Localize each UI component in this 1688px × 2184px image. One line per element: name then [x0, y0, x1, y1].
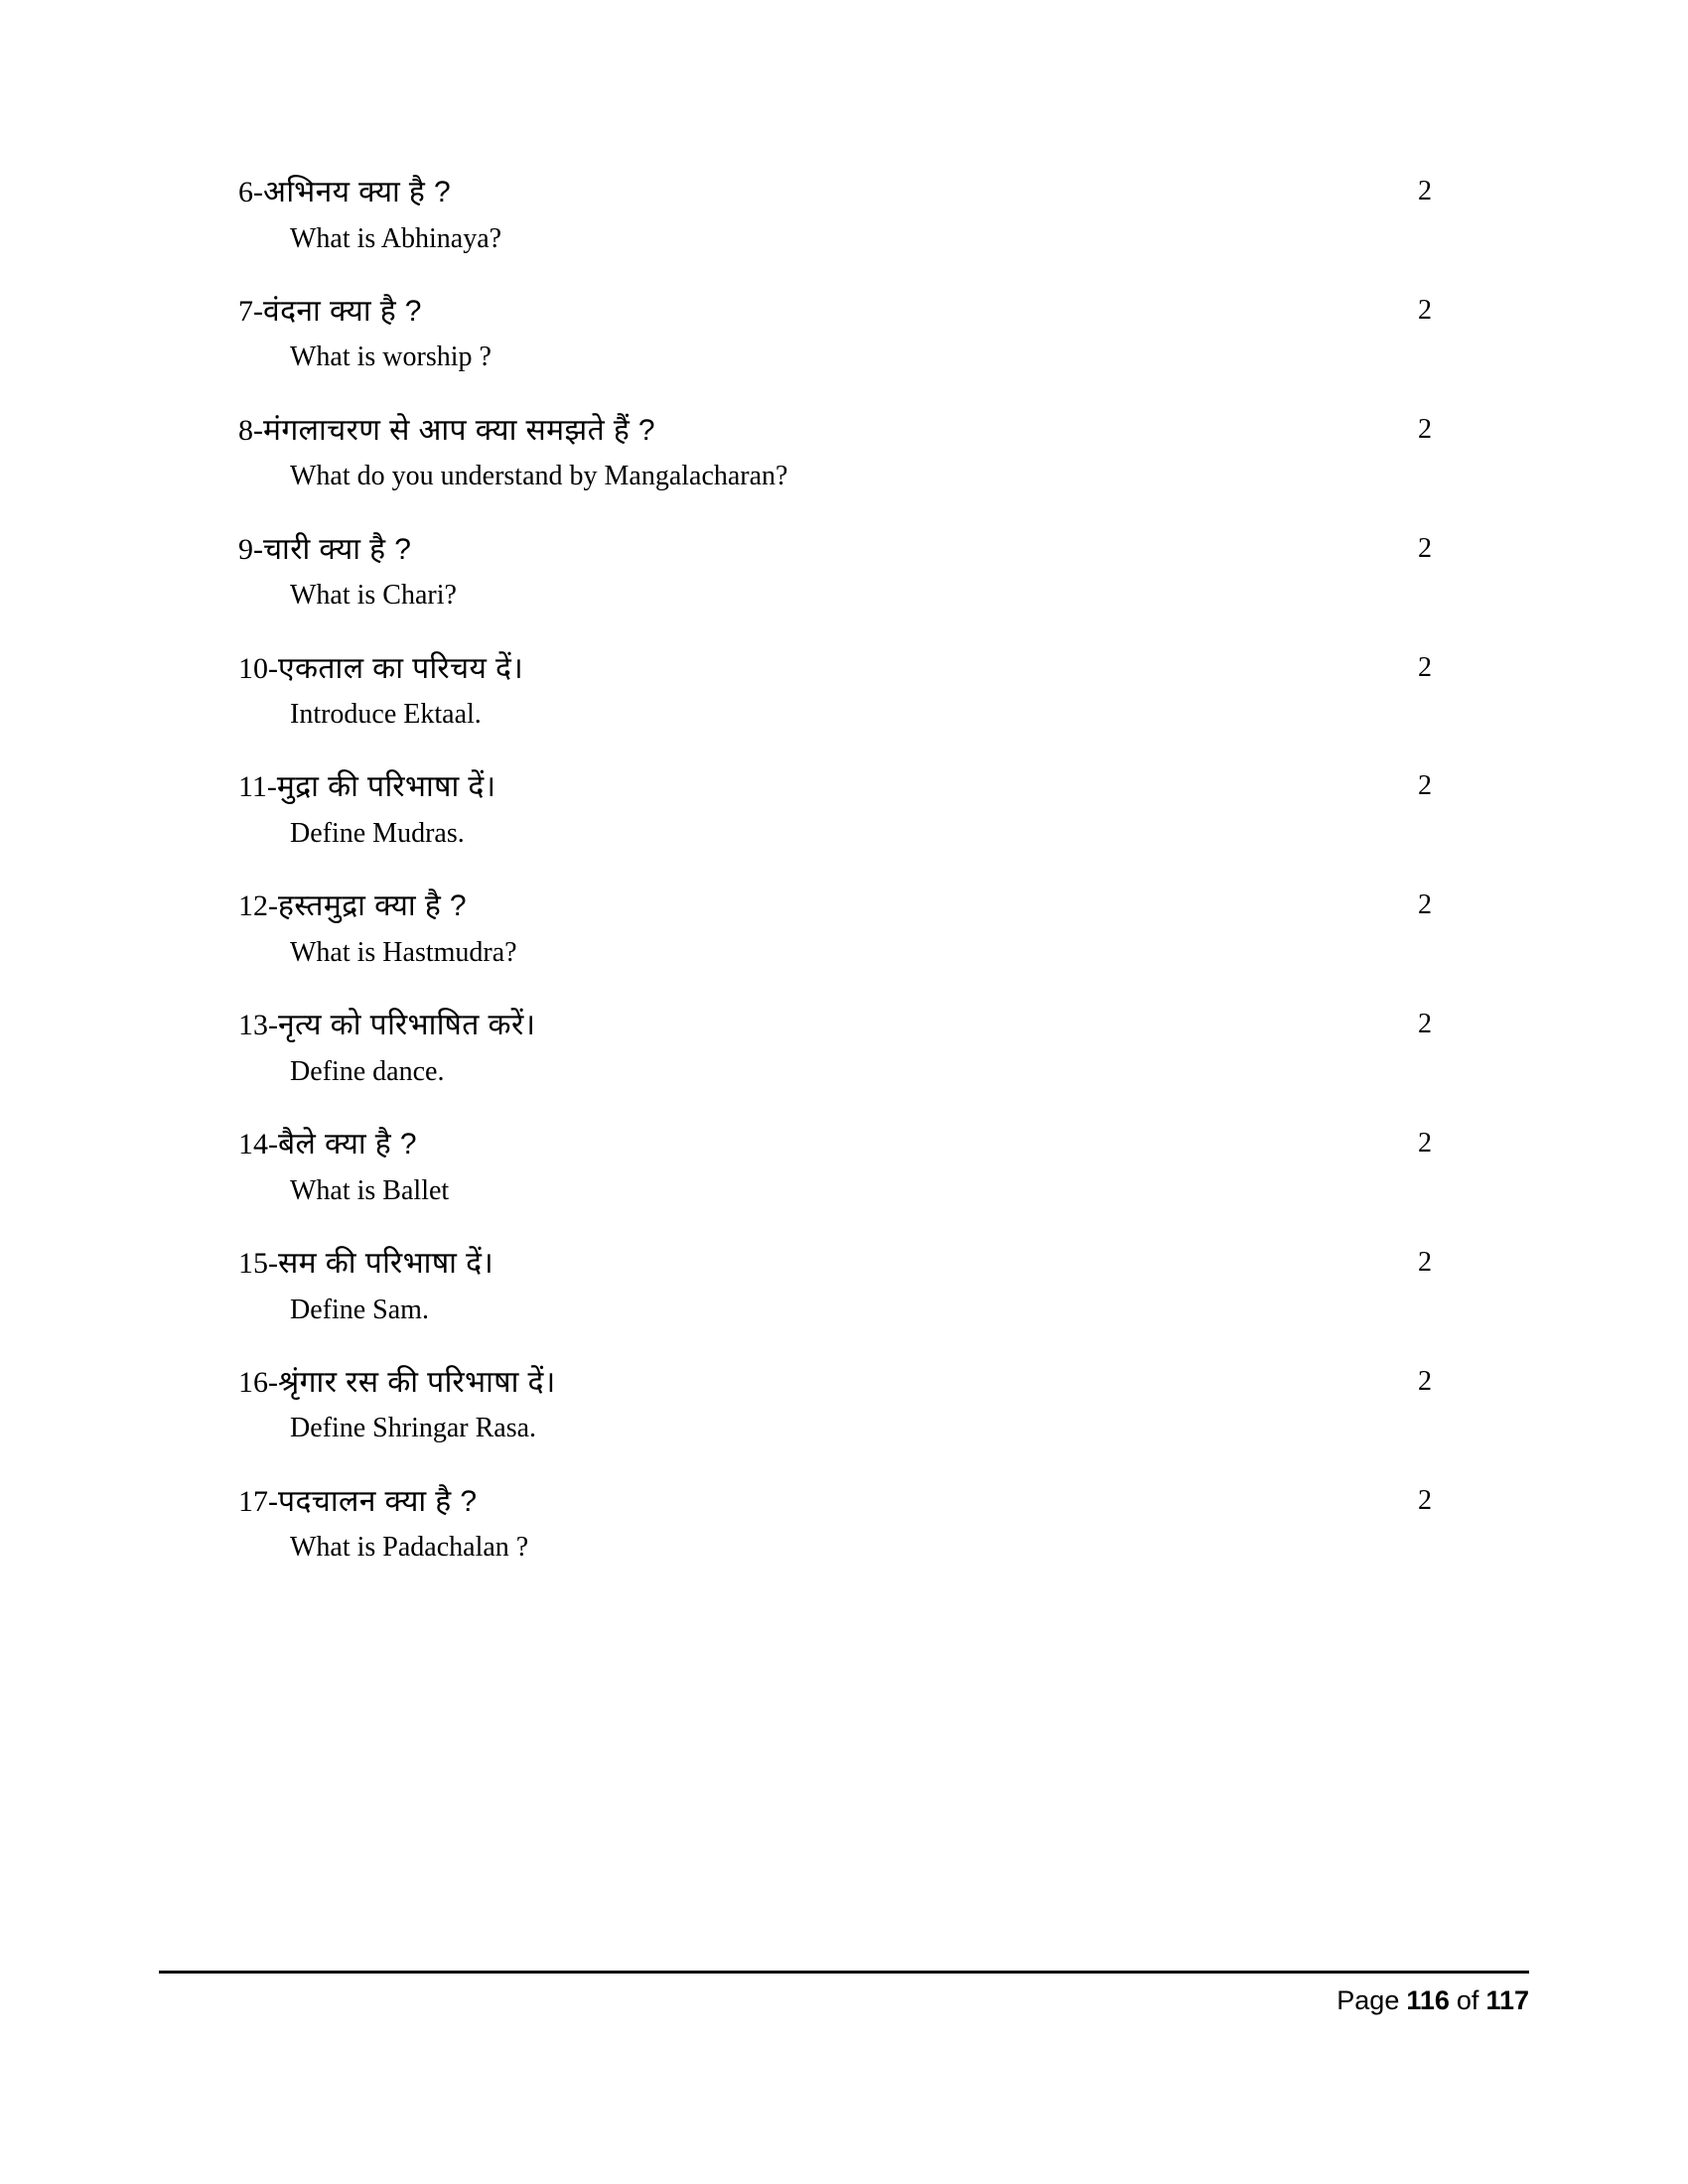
question-hindi: सम की परिभाषा दें। — [278, 1247, 494, 1281]
question-item — [238, 293, 1489, 376]
question-text-group — [238, 1126, 417, 1163]
question-number: 12- — [238, 889, 278, 923]
question-english: What is Hastmudra? — [290, 936, 517, 968]
question-text-group — [238, 293, 422, 331]
question-item — [238, 1126, 1489, 1209]
question-text-group — [238, 768, 496, 806]
question-marks: 2 — [1418, 1128, 1432, 1160]
question-number: 15- — [238, 1247, 278, 1281]
question-item — [238, 1007, 1489, 1090]
question-number: 8- — [238, 413, 263, 447]
question-item — [238, 768, 1489, 852]
question-english: What do you understand by Mangalacharan? — [290, 461, 788, 492]
question-row — [238, 174, 1489, 211]
question-marks: 2 — [1418, 651, 1432, 683]
question-text-group — [238, 650, 523, 688]
footer-divider — [159, 1971, 1529, 1974]
question-english: Define Sam. — [290, 1294, 429, 1325]
question-text-group — [238, 174, 451, 211]
question-text-group — [238, 531, 411, 569]
page-footer — [1336, 1985, 1529, 2016]
question-item — [238, 1483, 1489, 1567]
question-text-group — [238, 412, 655, 450]
question-row — [238, 1007, 1489, 1044]
question-number: 17- — [238, 1484, 278, 1518]
question-marks: 2 — [1418, 1009, 1432, 1040]
question-row — [238, 650, 1489, 688]
question-row — [238, 1483, 1489, 1521]
question-number: 11- — [238, 770, 277, 804]
question-english: Define Shringar Rasa. — [290, 1413, 537, 1444]
question-row — [238, 1364, 1489, 1402]
question-list — [238, 174, 1489, 1602]
question-english: What is Padachalan ? — [290, 1532, 529, 1564]
question-hindi: हस्तमुद्रा क्या है ? — [278, 889, 467, 923]
question-item — [238, 531, 1489, 614]
question-english: What is Abhinaya? — [290, 222, 502, 254]
question-hindi: पदचालन क्या है ? — [278, 1484, 478, 1518]
question-marks: 2 — [1418, 176, 1432, 206]
footer-of-label: of — [1456, 1985, 1479, 2015]
question-item — [238, 1364, 1489, 1447]
question-marks: 2 — [1418, 532, 1432, 564]
question-hindi: एकताल का परिचय दें। — [278, 651, 524, 685]
question-hindi: मंगलाचरण से आप क्या समझते हैं ? — [263, 413, 655, 447]
question-english: What is worship ? — [290, 341, 492, 373]
question-item — [238, 1245, 1489, 1328]
question-marks: 2 — [1418, 1484, 1432, 1516]
question-text-group — [238, 1007, 535, 1044]
question-item — [238, 174, 1489, 257]
question-number: 16- — [238, 1365, 278, 1399]
question-row — [238, 887, 1489, 925]
question-english: What is Ballet — [290, 1174, 450, 1206]
question-hindi: मुद्रा की परिभाषा दें। — [276, 770, 496, 804]
question-row — [238, 531, 1489, 569]
question-marks: 2 — [1418, 413, 1432, 445]
question-text-group — [238, 887, 467, 925]
question-number: 7- — [238, 294, 263, 328]
question-number: 10- — [238, 651, 278, 685]
question-marks: 2 — [1418, 1247, 1432, 1279]
question-english: Define dance. — [290, 1055, 445, 1087]
question-hindi: बैले क्या है ? — [278, 1128, 417, 1161]
question-number: 14- — [238, 1128, 278, 1161]
question-item — [238, 650, 1489, 734]
question-hindi: श्रृंगार रस की परिभाषा दें। — [278, 1365, 556, 1399]
question-english: Define Mudras. — [290, 817, 465, 849]
question-row — [238, 1126, 1489, 1163]
question-row — [238, 412, 1489, 450]
question-text-group — [238, 1364, 556, 1402]
question-number: 9- — [238, 532, 263, 566]
question-marks: 2 — [1418, 294, 1432, 326]
question-item — [238, 887, 1489, 971]
question-row — [238, 1245, 1489, 1283]
question-marks: 2 — [1418, 889, 1432, 921]
question-item — [238, 412, 1489, 495]
footer-total-pages: 117 — [1485, 1985, 1529, 2015]
question-hindi: अभिनय क्या है ? — [263, 176, 452, 208]
question-text-group — [238, 1483, 477, 1521]
question-row — [238, 768, 1489, 806]
question-hindi: वंदना क्या है ? — [263, 294, 422, 328]
question-text-group — [238, 1245, 493, 1283]
question-marks: 2 — [1418, 1365, 1432, 1397]
footer-page-label: Page — [1336, 1985, 1400, 2015]
footer-current-page: 116 — [1406, 1985, 1450, 2015]
question-hindi: चारी क्या है ? — [263, 532, 412, 566]
question-marks: 2 — [1418, 770, 1432, 802]
question-english: What is Chari? — [290, 580, 457, 612]
question-row — [238, 293, 1489, 331]
question-hindi: नृत्य को परिभाषित करें। — [278, 1009, 536, 1042]
question-number: 6- — [238, 176, 263, 208]
question-english: Introduce Ektaal. — [290, 699, 482, 731]
question-number: 13- — [238, 1009, 278, 1042]
